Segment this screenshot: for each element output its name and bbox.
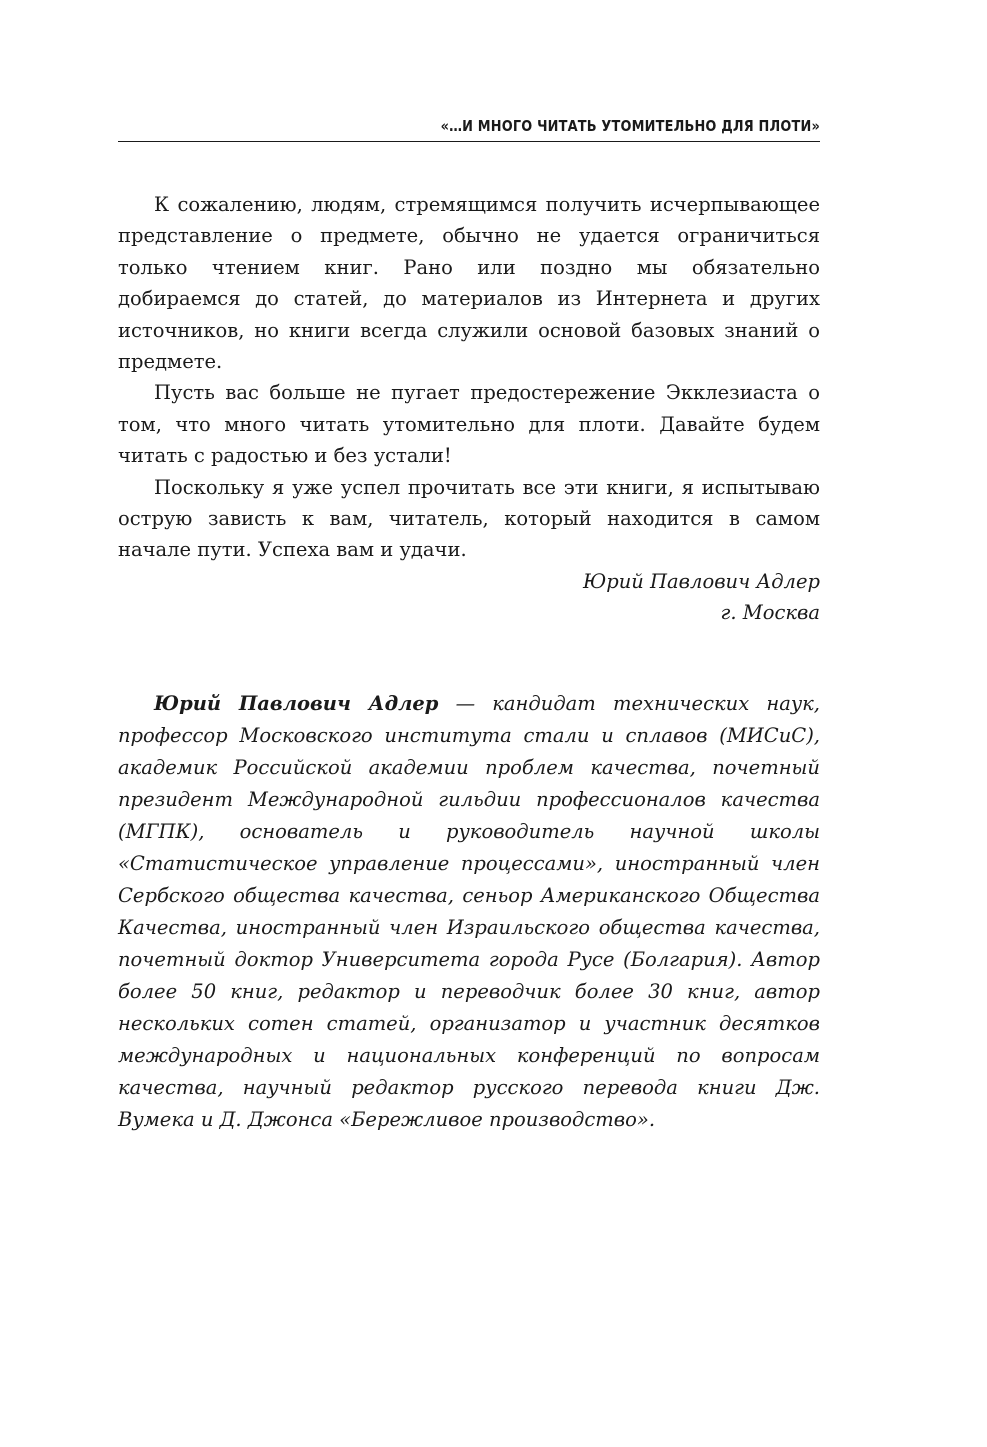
signature-name: Юрий Павлович Адлер: [582, 569, 820, 593]
main-text: [118, 189, 820, 629]
running-head-title: «…И МНОГО ЧИТАТЬ УТОМИТЕЛЬНО ДЛЯ ПЛОТИ»: [440, 117, 820, 135]
bio-text: — кандидат технических наук, профессор Московского института стали и сплавов (МИСиС), академик Российской академии проблем качества, почетный президент Международной гильдии профессионалов качества (МГПК), основатель и руководитель научной школы «Статистическое управление процессами», иностранный член Сербского общества качества, сеньор Американского Общества Качества, иностранный член Израильского общества качества, почетный доктор Университета города Русе (Болгария). Автор более 50 книг, редактор и переводчик более 30 книг, автор нескольких сотен статей, организатор и участник десятков международных и национальных конференций по вопросам качества, научный редактор русского перевода книги Дж. Вумека и Д. Джонса «Бережливое производство».: [118, 692, 820, 1131]
paragraph: Пусть вас больше не пугает предостережение Экклезиаста о том, что много читать утомительно для плоти. Давайте будем читать с радостью и без устали!: [118, 381, 820, 468]
paragraph: К сожалению, людям, стремящимся получить исчерпывающее представление о предмете, обычно не удается ограничиться только чтением книг. Рано или поздно мы обязательно добираемся до статей, до материалов из Интернета и других источников, но книги всегда служили основой базовых знаний о предмете.: [118, 193, 820, 374]
paragraph: Поскольку я уже успел прочитать все эти книги, я испытываю острую зависть к вам, читатель, который находится в самом начале пути. Успеха вам и удачи.: [118, 475, 820, 562]
signature: [118, 566, 820, 629]
bio-author-name: Юрий Павлович Адлер: [154, 692, 439, 715]
signature-city: г. Москва: [720, 601, 820, 625]
header-rule: [118, 141, 820, 142]
author-bio: [118, 688, 820, 1136]
